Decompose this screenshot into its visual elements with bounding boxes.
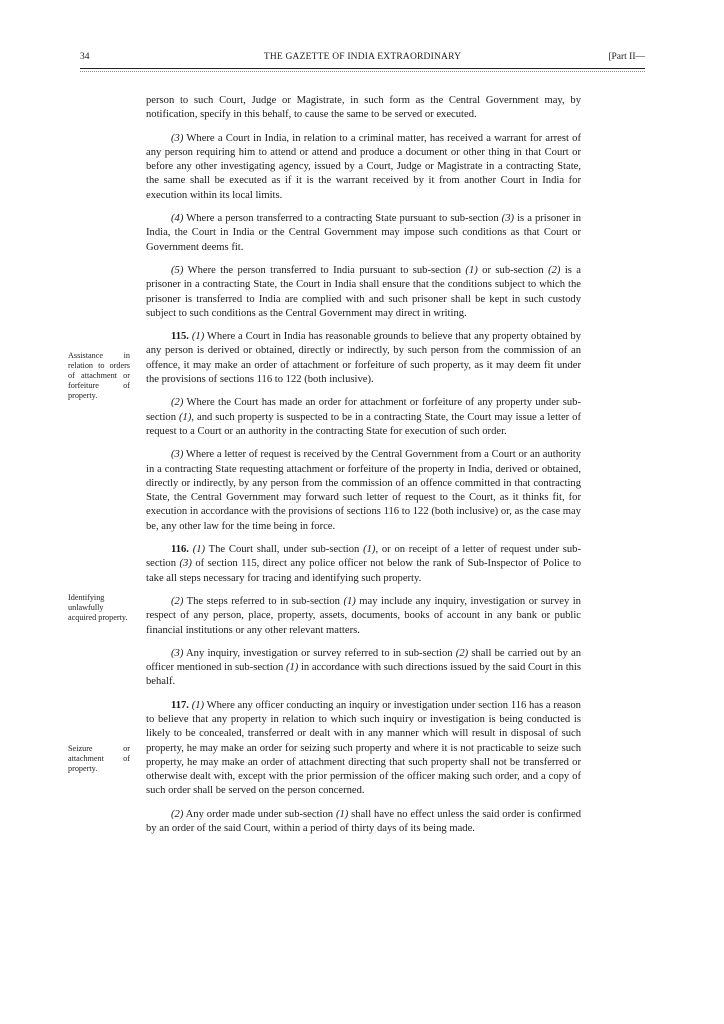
paragraph-text: Any inquiry, investigation or survey referred to in sub-section [183,647,456,659]
paragraph-text: Where a person transferred to a contracting State pursuant to sub-section [183,213,502,225]
section-115-sub-3 [146,448,581,534]
part-label: [Part II— [608,52,645,62]
subsection-number: (2) [171,595,184,607]
section-116-sub-1 [146,543,581,586]
section-number: 117. [171,699,189,711]
subsection-number: (1) [192,544,206,556]
section-115-sub-1 [146,330,581,387]
paragraph-text: is a prisoner in a contracting State, the Court in India shall ensure that the conditions subject to which the prisoner is transferred to India are complied with and such prisoner shall be kept in such custody subject to such conditions as the Central Government may direct in writing. [146,264,581,319]
section-number: 116. [171,544,189,556]
section-117-sub-1 [146,699,581,799]
paragraph-text: Where a Court in India, in relation to a criminal matter, has received a warrant for arrest of any person requiring him to attend or attend and produce a document or other thing in that Court or before any other investigating agency, issued by a Court, Judge or Magistrate in a contracting State, the same shall be executed as if it is the warrant received by it from another Court in India for execution within its local limits. [146,132,581,201]
page-number: 34 [80,52,90,62]
paragraph-sub-5 [146,264,581,321]
subsection-number: (1) [191,699,205,711]
paragraph-text: shall have no effect unless the said order is confirmed by an order of the said Court, within a period of thirty days of its being made. [146,808,581,835]
subsection-reference: (1) [285,662,299,674]
subsection-reference: (3) [501,213,515,225]
gazette-title: THE GAZETTE OF INDIA EXTRAORDINARY [263,52,462,62]
section-116-sub-3 [146,647,581,690]
subsection-reference: (1) [343,595,356,607]
paragraph-text: person to such Court, Judge or Magistrate, in such form as the Central Government may, by notification, specify in this behalf, to cause the same to be served or executed. [146,95,581,121]
paragraph-text: Where a Court in India has reasonable grounds to believe that any property obtained by any person is derived or obtained, directly or indirectly, by such person from the commission of an offence, it may make an order of attachment or forfeiture of such property, as it may deem fit under the provisions of sections 116 to 122 (both inclusive). [146,331,582,386]
paragraph-text: , and such property is suspected to be in a contracting State, the Court may issue a letter of request to a Court or an authority in the contracting State for execution of such order. [146,411,581,437]
subsection-number: (3) [171,449,184,461]
subsection-number: (2) [171,397,184,409]
paragraph-continuation [146,94,581,123]
header-rule-dotted [80,71,645,72]
paragraph-text: The Court shall, under sub-section [205,544,364,556]
paragraph-sub-3 [146,132,581,203]
subsection-reference: (1) [179,411,192,423]
paragraph-text: shall be carried out by an officer mentioned in sub-section [146,647,581,674]
subsection-number: (2) [171,808,184,820]
subsection-number: (5) [171,264,184,276]
section-number: 115. [171,331,189,343]
paragraph-text: Where any officer conducting an inquiry or investigation under section 116 has a reason to believe that any property in relation to which such inquiry or investigation is being conducted is likely to be concealed, transferred or dealt with in any manner which will result in disposal of such property, he may make an order for seizing such property and where it is not practicable to seize such property, he may make an order of attachment directing that such property shall not be transferred or otherwise dealt with, except with the prior permission of the officer making such order, and a copy of such order shall be served on the person concerned. [146,699,581,797]
subsection-reference: (1) [363,544,376,556]
paragraph-text: is a prisoner in India, the Court in India or the Central Government may impose such conditions as that Court or Government deems fit. [146,213,581,253]
margin-note-117: Seizure or attachment of property. [68,744,130,773]
margin-note-115: Assistance in relation to orders of attachment or forfeiture of property. [68,351,130,400]
paragraph-text: Where a letter of request is received by the Central Government from a Court or an authority in a contracting State requesting attachment or forfeiture of the property in India, derived or obtained, directly or indirectly, by any person from the commission of an offence committed in that contracting State, the Central Government may forward such letter of request to the Court, as it thinks fit, for execution in accordance with the provisions of sections 116 to 122 (both inclusive) or, as the case may be, any other law for the time being in force. [146,449,581,532]
subsection-number: (3) [171,647,184,659]
subsection-reference: (1) [335,808,349,820]
paragraph-text: , or on receipt of a letter of request under sub-section [146,544,581,570]
paragraph-text: Any order made under sub-section [183,808,336,820]
subsection-reference: (3) [179,558,192,570]
section-117-sub-2 [146,808,581,837]
paragraph-text: Where the Court has made an order for attachment or forfeiture of any property under sub-section [146,397,581,423]
subsection-number: (4) [171,213,184,225]
subsection-reference: (1) [465,264,478,276]
paragraph-text: or sub-section [477,264,549,276]
subsection-number: (1) [191,331,205,343]
paragraph-text: of section 115, direct any police officer not below the rank of Sub-Inspector of Police to take all steps necessary for tracing and identifying such property. [146,558,581,584]
subsection-number: (3) [171,132,184,144]
paragraph-text: The steps referred to in sub-section [183,595,344,607]
section-116-sub-2 [146,595,581,638]
page-header [80,52,645,68]
margin-note-116: Identifying unlawfully acquired property. [68,593,128,622]
paragraph-sub-4 [146,212,581,255]
section-115-sub-2 [146,396,581,439]
subsection-reference: (2) [548,264,561,276]
paragraph-text: Where the person transferred to India pursuant to sub-section [183,264,466,276]
body-text [146,94,581,845]
subsection-reference: (2) [455,647,469,659]
paragraph-text: may include any inquiry, investigation or survey in respect of any person, place, property, assets, documents, books of account in any bank or public financial institutions or any other relevant matters. [146,595,581,636]
header-rule [80,68,645,69]
paragraph-text: in accordance with such directions issued by the said Court in this behalf. [146,662,581,688]
